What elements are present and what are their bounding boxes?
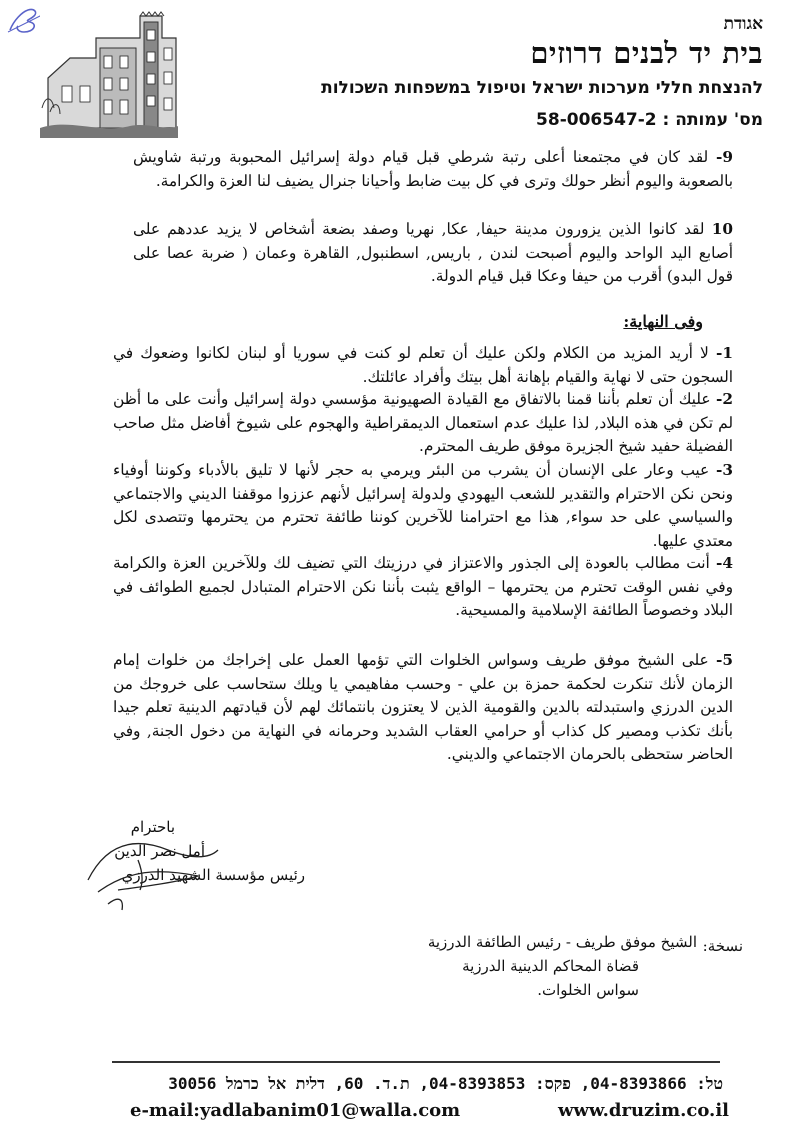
- org-name: בית יד לבנים דרוזים: [530, 36, 763, 70]
- list-item-point-4: [113, 552, 733, 623]
- copy-recipient-3: سواس الخلوات.: [537, 981, 639, 999]
- item-number: 9-: [715, 148, 733, 166]
- signature-closing: باحترام: [130, 818, 175, 836]
- item-text: لقد كان في مجتمعنا أعلى رتبة شرطي قبل قيام دولة إسرائيل المحبوبة ورتبة شاويش بالصعوبة واليوم أنظر حولك وترى في كل بيت ضابط وأحيانا جنرال يضيف لنا العزة والكرامة.: [133, 148, 733, 190]
- item-text: على الشيخ موفق طريف وسواس الخلوات التي تؤمها العمل على إخراجك من خلوات إمام الزمان لأنك تنكرت لحكمة حمزة بن علي - وحسب مفاهيمي يا ويلك ستحاسب على خروجك من الدين الدرزي واستبدلته بالدين والقومية الذين لا يعتزون بانتمائك لهم لأن قيادتهم الدينية تعلم جيدا بأنك تكذب ومصير كل كذاب أو حرامي العقاب الشديد وحرمانه في النهاية من دخول الجنة, وفي الحاضر ستحظى بالحرمان الاجتماعي والديني.: [113, 651, 733, 763]
- item-number: 3-: [715, 461, 733, 479]
- copy-recipient-1: الشيخ موفق طريف - رئيس الطائفة الدرزية: [427, 933, 697, 951]
- signature-name: أمل نصر الدين: [114, 842, 205, 860]
- org-subtitle: להנצחת חללי מערכות ישראל וטיפול במשפחות השכולות: [321, 78, 763, 98]
- list-item-point-5: [113, 649, 733, 767]
- list-item-point-3: [113, 459, 733, 553]
- item-number: 2-: [715, 390, 733, 408]
- list-item-10: [133, 218, 733, 289]
- registration-number: מס' עמותה : 58-006547-2: [536, 110, 763, 130]
- item-text: عيب وعار على الإنسان أن يشرب من البئر ويرمي به حجر لأنها لا تليق بالأدباء وكوننا أوفياء ونحن نكن الاحترام والتقدير للشعب اليهودي ولدولة إسرائيل لأنهم عززوا موقفنا الديني والاجتماعي والسياسي على حد سواء, هذا مع احترامنا للآخرين كوننا طائفة تحترم من يحترمها وتتصدى لكل معتدي عليها.: [113, 461, 733, 550]
- section-heading: وفى النهاية:: [623, 312, 703, 331]
- list-item-point-1: [113, 342, 733, 389]
- item-text: أنت مطالب بالعودة إلى الجذور والاعتزاز في درزيتك التي تضيف لك وللآخرين العزة والكرامة وفي نفس الوقت تحترم من يحترمها – الواقع يثبت بأننا نكن الاحترام المتبادل لجميع الطوائف في البلاد وخصوصاً الطائفة الإسلامية والمسيحية.: [113, 554, 733, 619]
- footer-website: www.druzim.co.il: [557, 1100, 729, 1121]
- footer-divider: [112, 1061, 720, 1063]
- org-label-small: אגודת: [723, 14, 763, 34]
- item-number: 4-: [715, 554, 733, 572]
- item-text: عليك أن تعلم بأننا قمنا بالاتفاق مع القيادة الصهيونية مؤسسي دولة إسرائيل وأنت على ما أظن لم تكن في هذه البلاد, لذا عليك عدم استعمال الديمقراطية والهجوم على شيوخ أفاضل مثل صاحب الفضيلة حفيد شيخ الجزيرة موفق طريف المحترم.: [113, 390, 733, 455]
- footer-email: e-mail:yadlabanim01@walla.com: [130, 1100, 461, 1121]
- footer-contact: טל: 04-8393866, פקס: 04-8393853, ת.ד. 60, דלית אל כרמל 30056: [168, 1074, 723, 1093]
- list-item-point-2: [113, 388, 733, 459]
- item-number: 10: [711, 220, 733, 238]
- item-number: 5-: [715, 651, 733, 669]
- item-text: لا أريد المزيد من الكلام ولكن عليك أن تعلم لو كنت في سوريا أو لبنان لكانوا وضعوك في السجون حتى لا نهاية والقيام بإهانة أهل بيتك وأفراد عائلتك.: [113, 344, 733, 386]
- copy-recipient-2: قضاة المحاكم الدينية الدرزية: [462, 957, 639, 975]
- handwritten-signature: [78, 820, 228, 915]
- item-text: لقد كانوا الذين يزورون مدينة حيفا, عكا, نهريا وصفد بضعة أشخاص لا يزيد عددهم على أصابع اليد الواحد واليوم أصبحت لندن , باريس, اسطنبول, القاهرة وعمان ( ضربة عصا على قول البدو) أقرب من حيفا وعكا قبل قيام الدولة.: [133, 220, 733, 285]
- building-logo: [40, 8, 178, 138]
- list-item-9: [133, 146, 733, 193]
- copy-label: نسخة:: [702, 937, 743, 955]
- item-number: 1-: [715, 344, 733, 362]
- signature-title: رئيس مؤسسة الشهيد الدرزي: [121, 866, 305, 884]
